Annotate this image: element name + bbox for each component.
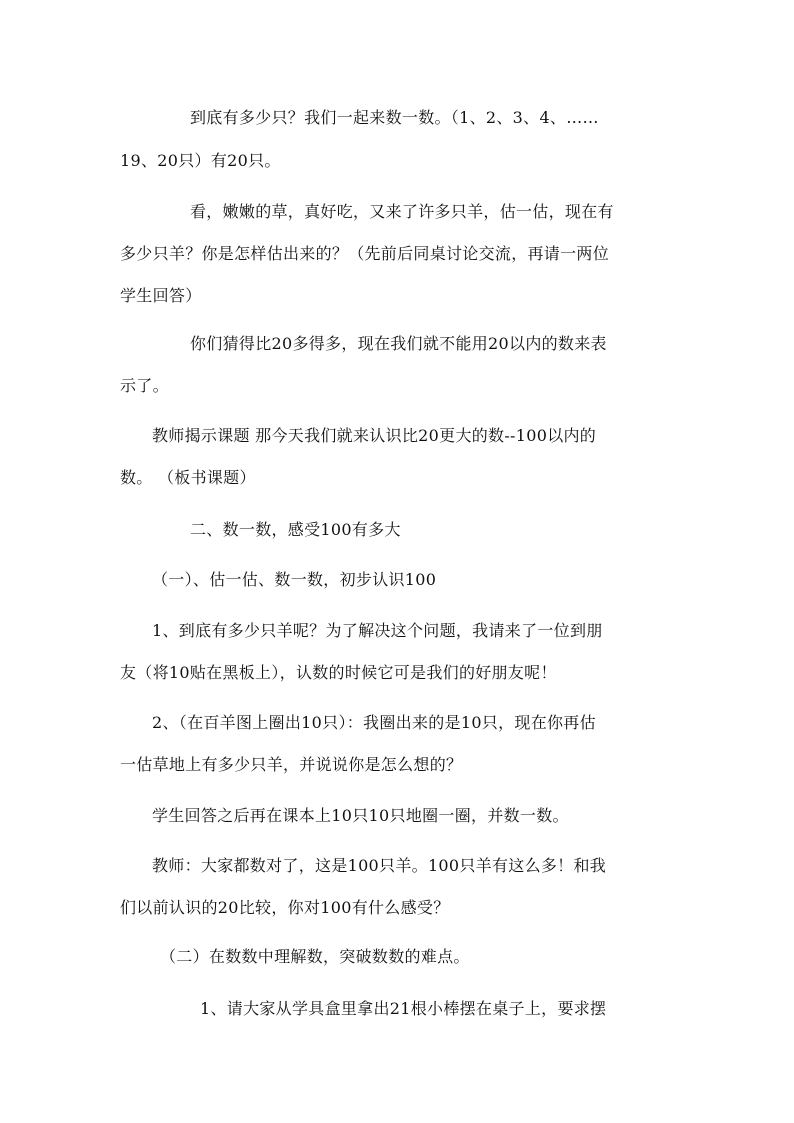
item-1-line-1: 1、到底有多少只羊呢？为了解决这个问题，我请来了一位到朋 <box>152 621 603 640</box>
paragraph-1-line-2: 19、20只）有20只。 <box>120 151 281 170</box>
subsection-heading-2: （二）在数数中理解数，突破数数的难点。 <box>160 947 470 966</box>
paragraph-2-line-3: 学生回答） <box>120 286 202 305</box>
paragraph-2-line-1: 看，嫩嫩的草，真好吃，又来了许多只羊，估一估，现在有 <box>190 202 614 221</box>
teacher-paragraph-line-1: 教师：大家都数对了，这是100只羊。100只羊有这么多！和我 <box>152 856 607 875</box>
paragraph-4-line-1: 教师揭示课题 那今天我们就来认识比20更大的数--100以内的 <box>152 426 597 445</box>
paragraph-3-line-2: 示了。 <box>120 376 169 395</box>
section-heading: 二、数一数，感受100有多大 <box>190 520 401 539</box>
teacher-paragraph-line-2: 们以前认识的20比较，你对100有什么感受？ <box>120 898 450 917</box>
paragraph-1-line-1: 到底有多少只？我们一起来数一数。（1、2、3、4、…… <box>190 108 599 127</box>
item-1-line-2: 友（将10贴在黑板上），认数的时候它可是我们的好朋友呢！ <box>120 663 557 682</box>
paragraph-4-line-2: 数。 （板书课题） <box>120 468 256 487</box>
paragraph-3-line-1: 你们猜得比20多得多，现在我们就不能用20以内的数来表 <box>190 334 607 353</box>
student-answer-paragraph: 学生回答之后再在课本上10只10只地圈一圈，并数一数。 <box>152 806 569 825</box>
paragraph-2-line-2: 多少只羊？你是怎样估出来的？（先前后同桌讨论交流，再请一两位 <box>120 244 610 263</box>
item-2-line-1: 2、（在百羊图上圈出10只）：我圈出来的是10只，现在你再估 <box>152 713 596 732</box>
item-2-line-2: 一估草地上有多少只羊，并说说你是怎么想的？ <box>120 755 463 774</box>
subsection-heading-1: （一）、估一估、数一数，初步认识100 <box>152 570 437 589</box>
item-3-line-1: 1、请大家从学具盒里拿出21根小棒摆在桌子上，要求摆 <box>200 999 607 1018</box>
